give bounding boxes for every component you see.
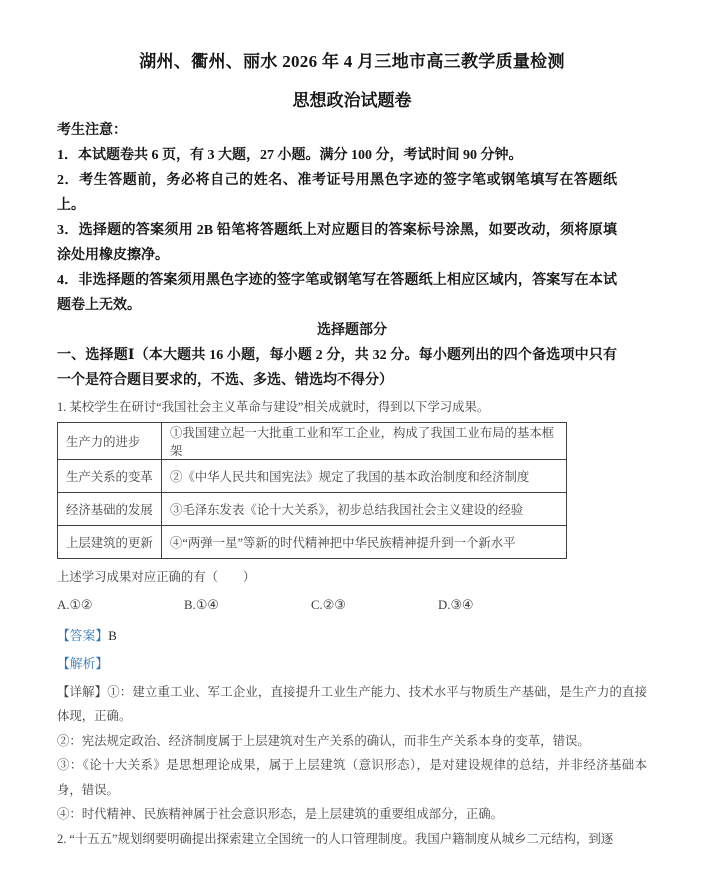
table-cell-label: 上层建筑的更新 [58,526,162,559]
detail-paragraph-4: ④：时代精神、民族精神属于社会意识形态，是上层建筑的重要组成部分，正确。 [57,807,504,822]
detail-paragraph-2: ②：宪法规定政治、经济制度属于上层建筑对生产关系的确认，而非生产关系本身的变革，错误。 [57,733,590,748]
section-part-header: 选择题部分 [317,323,387,338]
option-d: D.③④ [438,598,474,612]
document-title: 湖州、衢州、丽水 2026 年 4 月三地市高三教学质量检测 [139,52,565,71]
table-row [58,460,567,493]
analysis-line [57,654,647,674]
table-row [58,526,567,559]
table-cell-content: ③毛泽东发表《论十大关系》，初步总结我国社会主义建设的经验 [162,493,567,526]
detail-paragraph-1: 【详解】①：建立重工业、军工企业，直接提升工业生产能力、技术水平与物质生产基础，是生产力的直接体现，正确。 [57,685,647,724]
notice-item-3: 3．选择题的答案须用 2B 铅笔将答题纸上对应题目的答案标号涂黑，如要改动，须将原填涂处用橡皮擦净。 [57,223,617,263]
table-cell-label: 生产力的进步 [58,423,162,460]
candidate-notice-block [57,118,647,318]
notice-item-2: 2．考生答题前，务必将自己的姓名、准考证号用黑色字迹的签字笔或钢笔填写在答题纸上。 [57,173,617,213]
question-1-stem-tail: 上述学习成果对应正确的有（ ） [57,570,256,584]
notice-item-1: 1．本试题卷共 6 页，有 3 大题，27 小题。满分 100 分，考试时间 90 分钟。 [57,148,523,163]
answer-line [57,626,647,646]
table-cell-content: ④“两弹一星”等新的时代精神把中华民族精神提升到一个新水平 [162,526,567,559]
question-1-stem: 1. 某校学生在研讨“我国社会主义革命与建设”相关成就时，得到以下学习成果。 [57,400,490,414]
answer-label: 【答案】 [57,629,109,643]
table-cell-content: ②《中华人民共和国宪法》规定了我国的基本政治制度和经济制度 [162,460,567,493]
document-subtitle: 思想政治试题卷 [292,91,412,110]
section-intro: 一、选择题Ⅰ（本大题共 16 小题，每小题 2 分，共 32 分。每小题列出的四个备选项中只有一个是符合题目要求的，不选、多选、错选均不得分） [57,348,617,388]
question-2-stem-preview: 2. “十五五”规划纲要明确提出探索建立全国统一的人口管理制度。我国户籍制度从城乡二元结构，到逐 [57,832,614,847]
study-results-table [57,422,567,559]
options-row [57,598,647,613]
detail-paragraph-3: ③：《论十大关系》是思想理论成果，属于上层建筑（意识形态），是对建设规律的总结，并非经济基础本身，错误。 [57,758,647,797]
table-cell-label: 生产关系的变革 [58,460,162,493]
table-row [58,493,567,526]
notice-item-4: 4．非选择题的答案须用黑色字迹的签字笔或钢笔写在答题纸上相应区域内，答案写在本试题卷上无效。 [57,273,617,313]
notice-header: 考生注意： [57,123,127,138]
answer-value: B [108,629,117,643]
analysis-label: 【解析】 [57,657,109,671]
option-b: B.①④ [184,598,219,612]
table-row [58,423,567,460]
option-c: C.②③ [311,598,346,612]
question-1 [57,397,647,826]
table-cell-label: 经济基础的发展 [58,493,162,526]
table-cell-content: ①我国建立起一大批重工业和军工企业，构成了我国工业布局的基本框架 [162,423,567,460]
option-a: A.①② [57,598,93,612]
